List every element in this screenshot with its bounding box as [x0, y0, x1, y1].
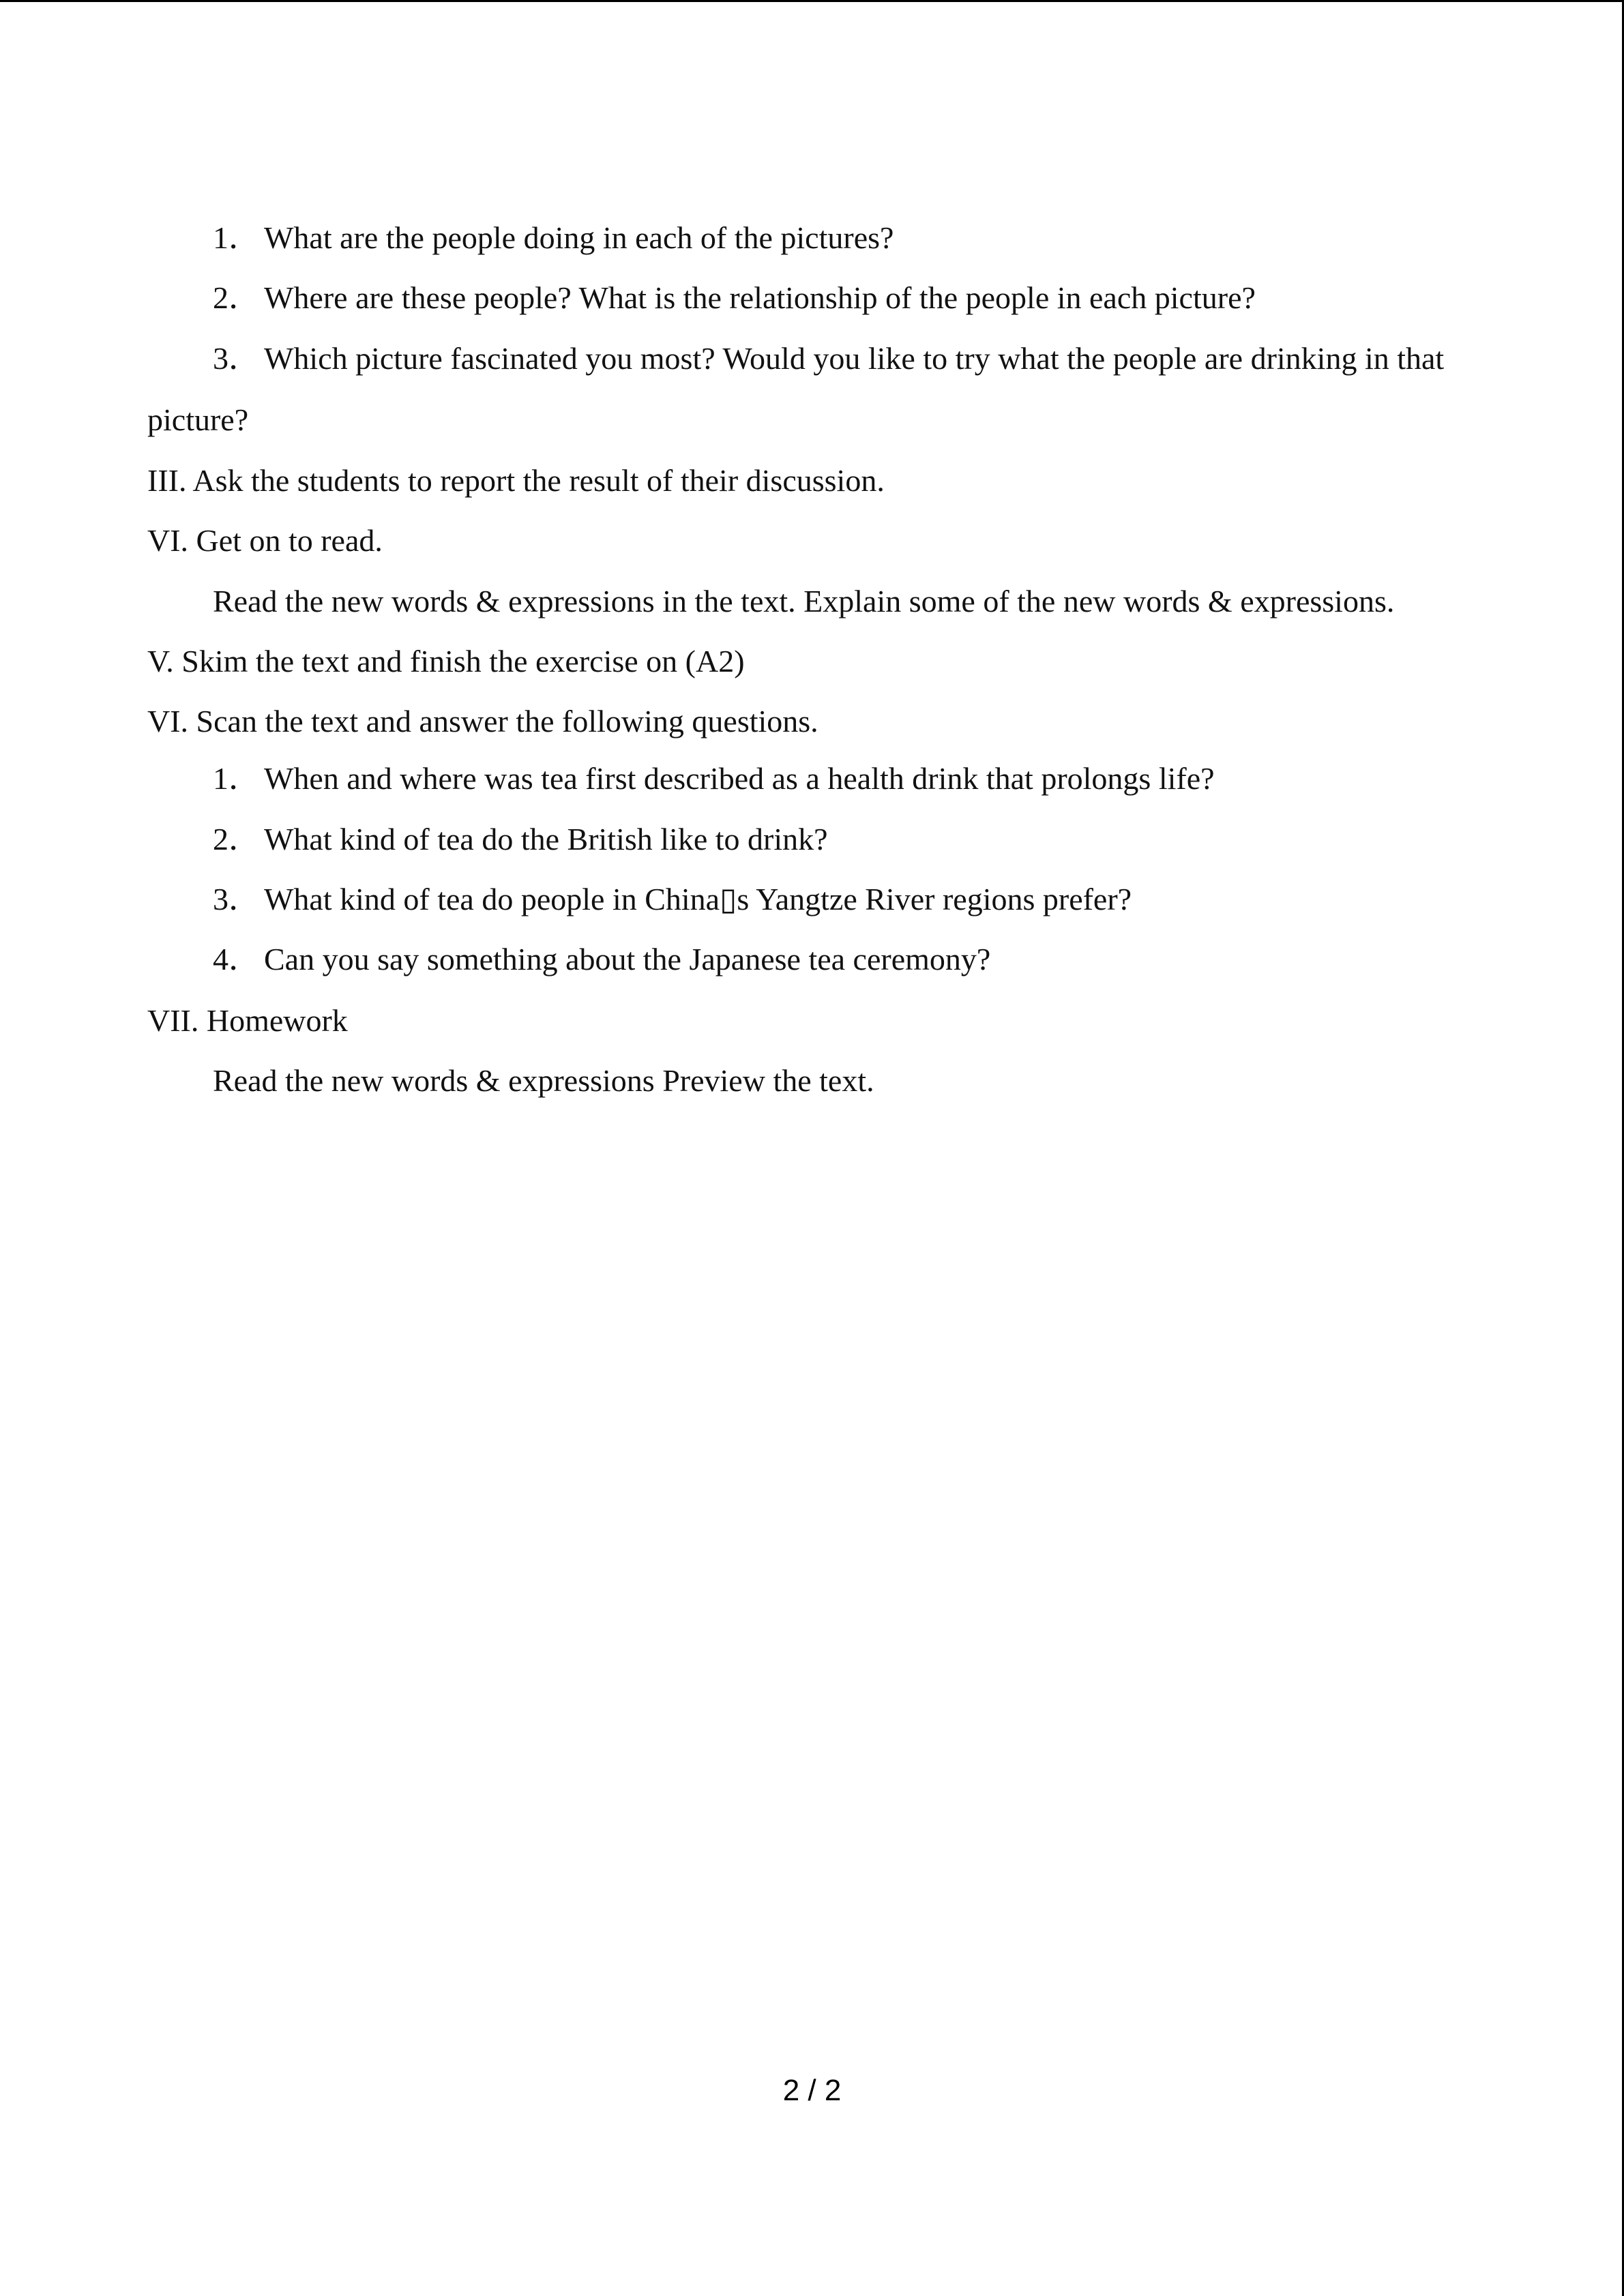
item-text: Which picture fascinated you most? Would you like to try what the people are drinking in that: [264, 341, 1445, 376]
section-heading: V. Skim the text and finish the exercise on (A2): [147, 644, 745, 679]
question-item: [213, 819, 828, 860]
item-number: 3．: [213, 882, 260, 916]
question-item: [213, 338, 1444, 379]
item-text: What are the people doing in each of the pictures?: [264, 220, 894, 255]
section-heading: III. Ask the students to report the result of their discussion.: [147, 463, 885, 498]
item-number: 2．: [213, 822, 260, 856]
item-text: What kind of tea do people in China▯s Yangtze River regions prefer?: [264, 882, 1132, 916]
item-text: Where are these people? What is the relationship of the people in each picture?: [264, 280, 1256, 315]
item-number: 2．: [213, 280, 260, 315]
question-item: [213, 278, 1256, 318]
text-line: Read the new words & expressions Preview the text.: [213, 1063, 874, 1098]
question-item: [213, 879, 1132, 920]
item-text: When and where was tea first described as a health drink that prolongs life?: [264, 761, 1215, 796]
question-item: [213, 218, 894, 258]
text-line: Read the new words & expressions in the text. Explain some of the new words & expressions.: [213, 584, 1395, 618]
text-line: picture?: [147, 402, 249, 437]
item-text: Can you say something about the Japanese tea ceremony?: [264, 942, 991, 976]
section-heading: VI. Scan the text and answer the following questions.: [147, 704, 818, 739]
item-text: What kind of tea do the British like to drink?: [264, 822, 828, 856]
question-item: [213, 758, 1215, 799]
item-number: 3．: [213, 341, 260, 376]
item-number: 1．: [213, 220, 260, 255]
section-heading: VII. Homework: [147, 1003, 348, 1038]
item-number: 4．: [213, 942, 260, 976]
item-number: 1．: [213, 761, 260, 796]
question-item: [213, 939, 990, 980]
section-heading: VI. Get on to read.: [147, 523, 383, 558]
page-number: 2 / 2: [782, 2074, 842, 2107]
